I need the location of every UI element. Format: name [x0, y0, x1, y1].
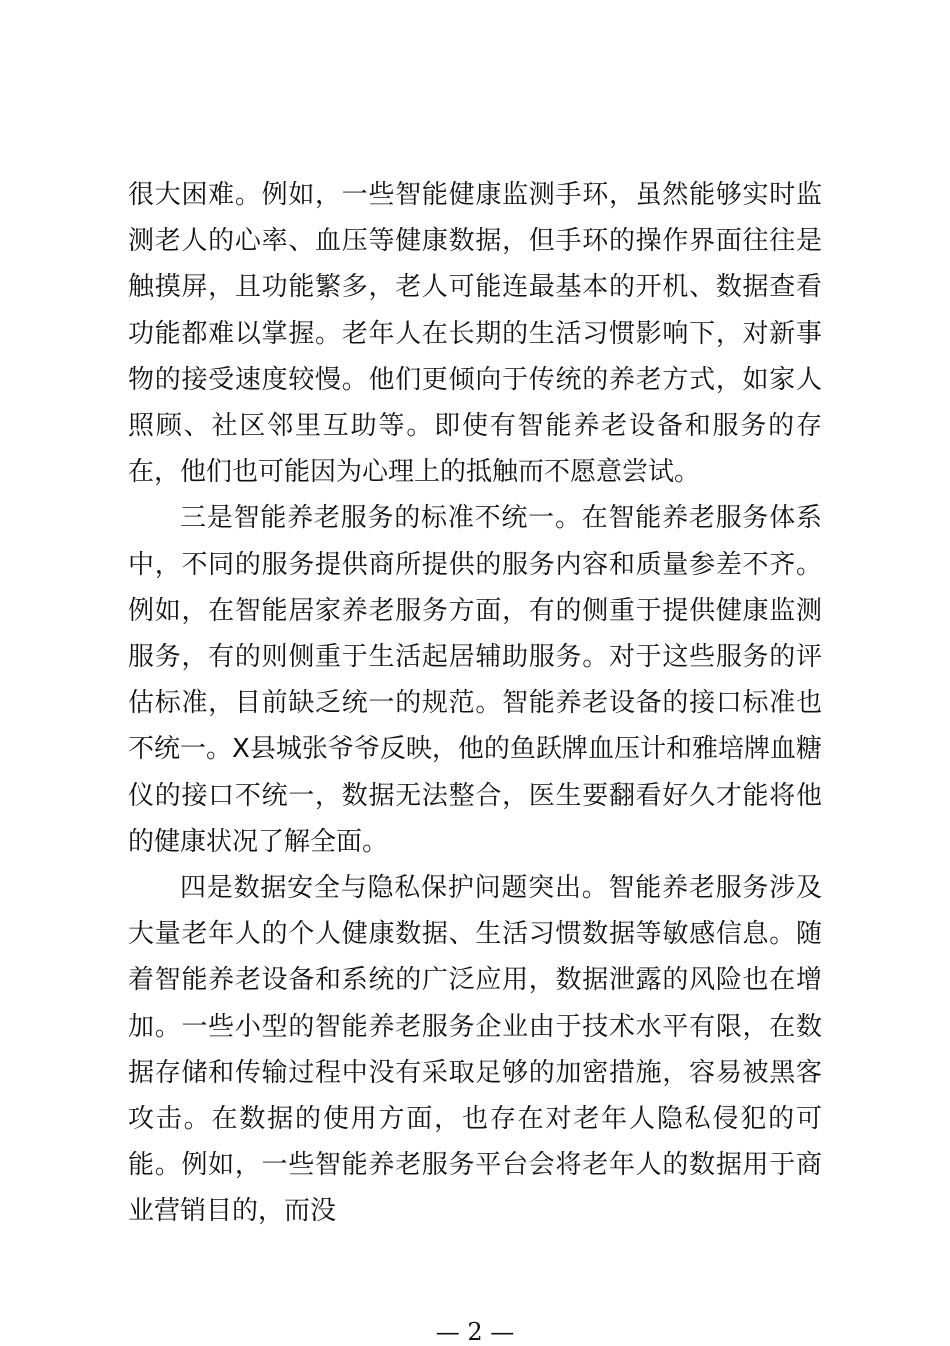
page-number: — 2 — — [435, 1318, 515, 1346]
paragraph-point-four: 四是数据安全与隐私保护问题突出。智能养老服务涉及大量老年人的个人健康数据、生活习惯数据等敏感信息。随着智能养老设备和系统的广泛应用，数据泄露的风险也在增加。一些小型的智能养老服务企业由于技术水平有限，在数据存储和传输过程中没有采取足够的加密措施，容易被黑客攻击。在数据的使用方面，也存在对老年人隐私侵犯的可能。例如，一些智能养老服务平台会将老年人的数据用于商业营销目的，而没 — [128, 873, 822, 1227]
paragraph-point-three: 三是智能养老服务的标准不统一。在智能养老服务体系中，不同的服务提供商所提供的服务内容和质量参差不齐。例如，在智能居家养老服务方面，有的侧重于提供健康监测服务，有的则侧重于生活起居辅助服务。对于这些服务的评估标准，目前缺乏统一的规范。智能养老设备的接口标准也不统一。X县城张爷爷反映，他的鱼跃牌血压计和雅培牌血糖仪的接口不统一，数据无法整合，医生要翻看好久才能将他的健康状况了解全面。 — [128, 503, 822, 857]
body-text — [128, 172, 822, 1235]
paragraph-continuation: 很大困难。例如，一些智能健康监测手环，虽然能够实时监测老人的心率、血压等健康数据，但手环的操作界面往往是触摸屏，且功能繁多，老人可能连最基本的开机、数据查看功能都难以掌握。老年人在长期的生活习惯影响下，对新事物的接受速度较慢。他们更倾向于传统的养老方式，如家人照顾、社区邻里互助等。即使有智能养老设备和服务的存在，他们也可能因为心理上的抵触而不愿意尝试。 — [128, 180, 822, 488]
